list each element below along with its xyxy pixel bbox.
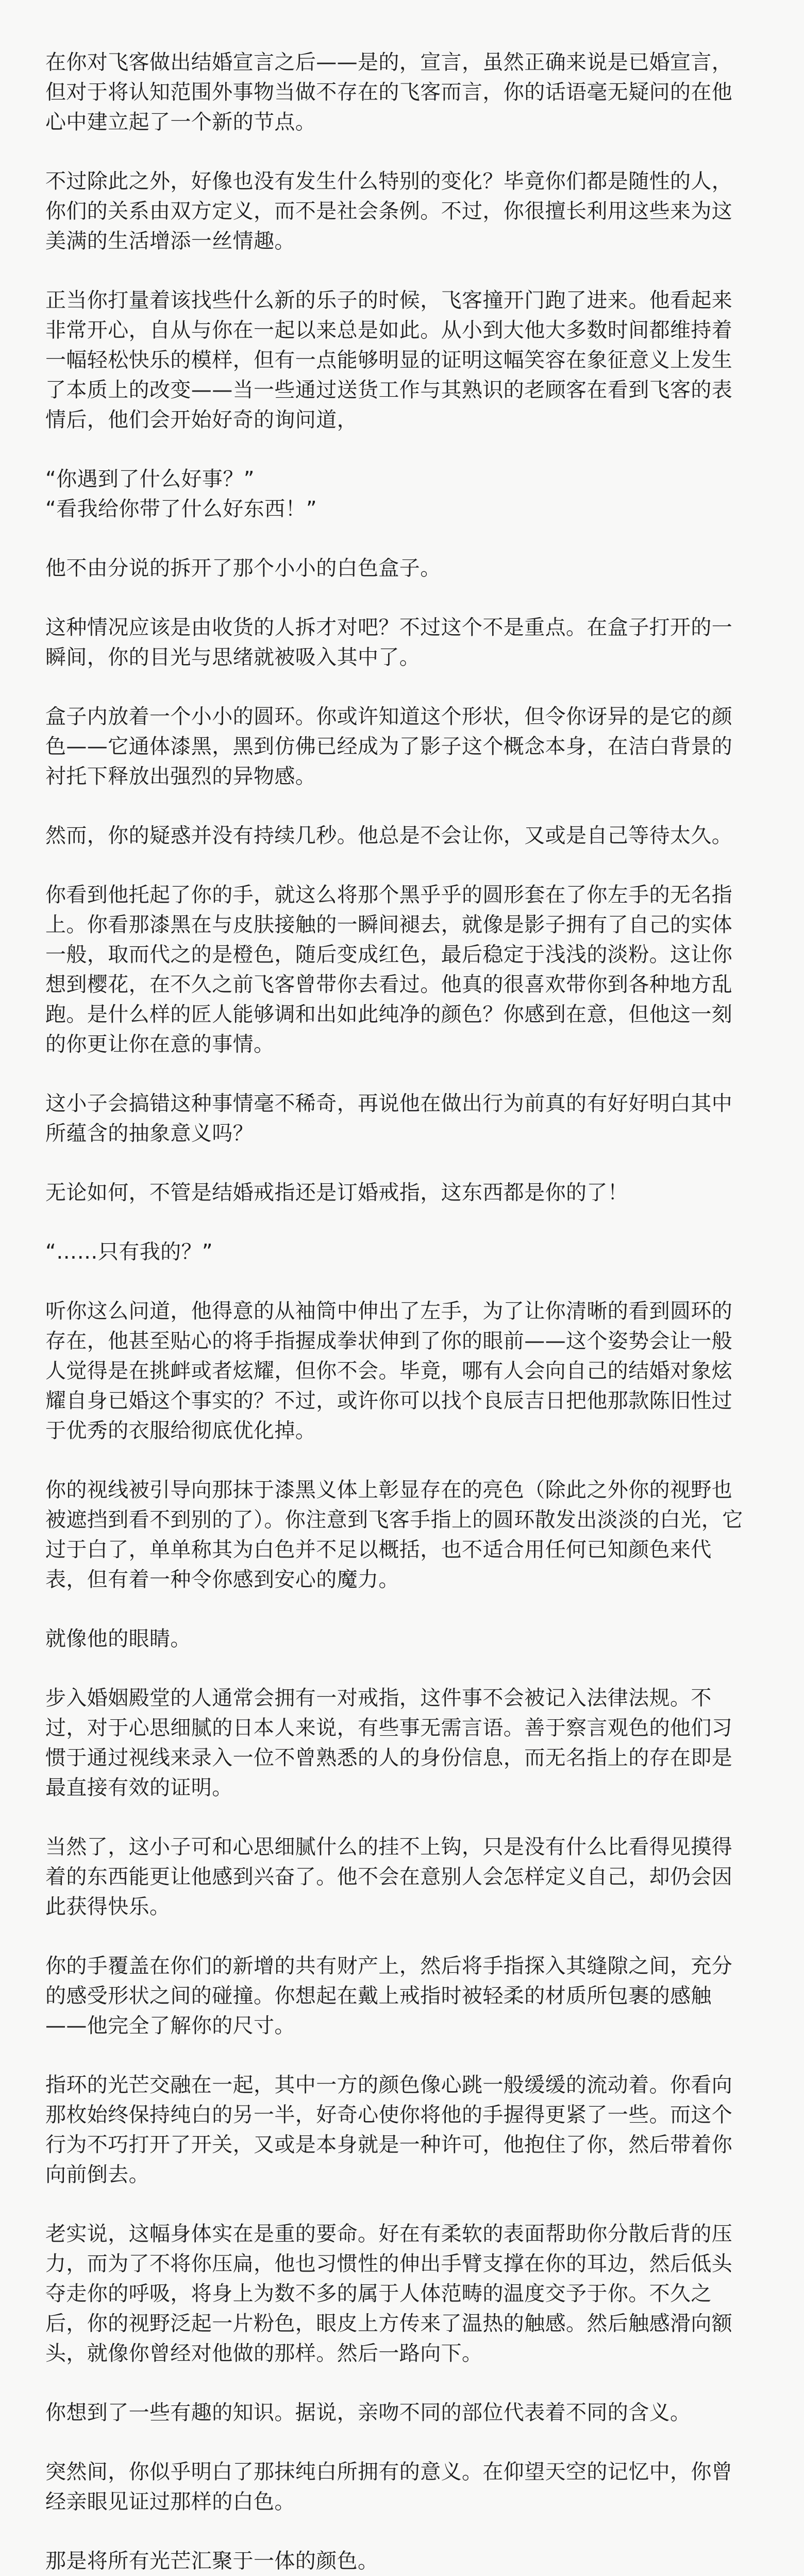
paragraph: 无论如何，不管是结婚戒指还是订婚戒指，这东西都是你的了！ (45, 1181, 629, 1205)
paragraph: 就像他的眼睛。 (45, 1627, 191, 1651)
paragraph: 当然了，这小子可和心思细腻什么的挂不上钩，只是没有什么比看得见摸得着的东西能更让他感到兴奋了。他不会在意别人会怎样定义自己，却仍会因此获得快乐。 (45, 1835, 733, 1919)
paragraph: 正当你打量着该找些什么新的乐子的时候，飞客撞开门跑了进来。他看起来非常开心，自从与你在一起以来总是如此。从小到大他大多数时间都维持着一幅轻松快乐的模样，但有一点能够明显的证明这幅笑容在象征意义上发生了本质上的改变——当一些通过送货工作与其熟识的老顾客在看到飞客的表情后，他们会开始好奇的询问道， (45, 289, 733, 432)
paragraph: 不过除此之外，好像也没有发生什么特别的变化？毕竟你们都是随性的人，你们的关系由双方定义，而不是社会条例。不过，你很擅长利用这些来为这美满的生活增添一丝情趣。 (45, 170, 733, 253)
paragraph: 这种情况应该是由收货的人拆才对吧？不过这个不是重点。在盒子打开的一瞬间，你的目光与思绪就被吸入其中了。 (45, 616, 733, 669)
paragraph: 这小子会搞错这种事情毫不稀奇，再说他在做出行为前真的有好好明白其中所蕴含的抽象意义吗？ (45, 1092, 733, 1145)
paragraph: 你的视线被引导向那抹于漆黑义体上彰显存在的亮色（除此之外你的视野也被遮挡到看不到别的了）。你注意到飞客手指上的圆环散发出淡淡的白光，它过于白了，单单称其为白色并不足以概括，也不适合用任何已知颜色来代表，但有着一种令你感到安心的魔力。 (45, 1478, 743, 1591)
paragraph: 突然间，你似乎明白了那抹纯白所拥有的意义。在仰望天空的记忆中，你曾经亲眼见证过那样的白色。 (45, 2460, 733, 2514)
dialogue-line: “看我给你带了什么好东西！” (45, 497, 317, 521)
paragraph: 听你这么问道，他得意的从袖筒中伸出了左手，为了让你清晰的看到圆环的存在，他甚至贴心的将手指握成拳状伸到了你的眼前——这个姿势会让一般人觉得是在挑衅或者炫耀，但你不会。毕竟，哪有人会向自己的结婚对象炫耀自身已婚这个事实的？不过，或许你可以找个良辰吉日把他那款陈旧性过于优秀的衣服给彻底优化掉。 (45, 1299, 733, 1443)
paragraph: 你看到他托起了你的手，就这么将那个黑乎乎的圆形套在了你左手的无名指上。你看那漆黑在与皮肤接触的一瞬间褪去，就像是影子拥有了自己的实体一般，取而代之的是橙色，随后变成红色，最后稳定于浅浅的淡粉。这让你想到樱花，在不久之前飞客曾带你去看过。他真的很喜欢带你到各种地方乱跑。是什么样的匠人能够调和出如此纯净的颜色？你感到在意，但他这一刻的你更让你在意的事情。 (45, 883, 733, 1056)
paragraph: 盒子内放着一个小小的圆环。你或许知道这个形状，但令你讶异的是它的颜色——它通体漆黑，黑到仿佛已经成为了影子这个概念本身，在洁白背景的衬托下释放出强烈的异物感。 (45, 705, 733, 788)
paragraph: 那是将所有光芒汇聚于一体的颜色。 (45, 2549, 379, 2573)
story-body (45, 47, 751, 2576)
paragraph: 他不由分说的拆开了那个小小的白色盒子。 (45, 556, 441, 580)
dialogue-line: “……只有我的？” (45, 1240, 213, 1264)
paragraph: 你的手覆盖在你们的新增的共有财产上，然后将手指探入其缝隙之间，充分的感受形状之间的碰撞。你想起在戴上戒指时被轻柔的材质所包裹的感触——他完全了解你的尺寸。 (45, 1954, 733, 2038)
paragraph: 你想到了一些有趣的知识。据说，亲吻不同的部位代表着不同的含义。 (45, 2401, 691, 2425)
paragraph: 然而，你的疑惑并没有持续几秒。他总是不会让你，又或是自己等待太久。 (45, 824, 733, 848)
paragraph: 步入婚姻殿堂的人通常会拥有一对戒指，这件事不会被记入法律法规。不过，对于心思细腻的日本人来说，有些事无需言语。善于察言观色的他们习惯于通过视线来录入一位不曾熟悉的人的身份信息，而无名指上的存在即是最直接有效的证明。 (45, 1686, 733, 1800)
dialogue-line: “你遇到了什么好事？” (45, 467, 255, 491)
paragraph: 老实说，这幅身体实在是重的要命。好在有柔软的表面帮助你分散后背的压力，而为了不将你压扁，他也习惯性的伸出手臂支撑在你的耳边，然后低头夺走你的呼吸，将身上为数不多的属于人体范畴的温度交予于你。不久之后，你的视野泛起一片粉色，眼皮上方传来了温热的触感。然后触感滑向额头，就像你曾经对他做的那样。然后一路向下。 (45, 2222, 733, 2365)
paragraph: 指环的光芒交融在一起，其中一方的颜色像心跳一般缓缓的流动着。你看向那枚始终保持纯白的另一半，好奇心使你将他的手握得更紧了一些。而这个行为不巧打开了开关，又或是本身就是一种许可，他抱住了你，然后带着你向前倒去。 (45, 2073, 733, 2187)
paragraph: 在你对飞客做出结婚宣言之后——是的，宣言，虽然正确来说是已婚宣言，但对于将认知范围外事物当做不存在的飞客而言，你的话语毫无疑问的在他心中建立起了一个新的节点。 (45, 50, 733, 134)
